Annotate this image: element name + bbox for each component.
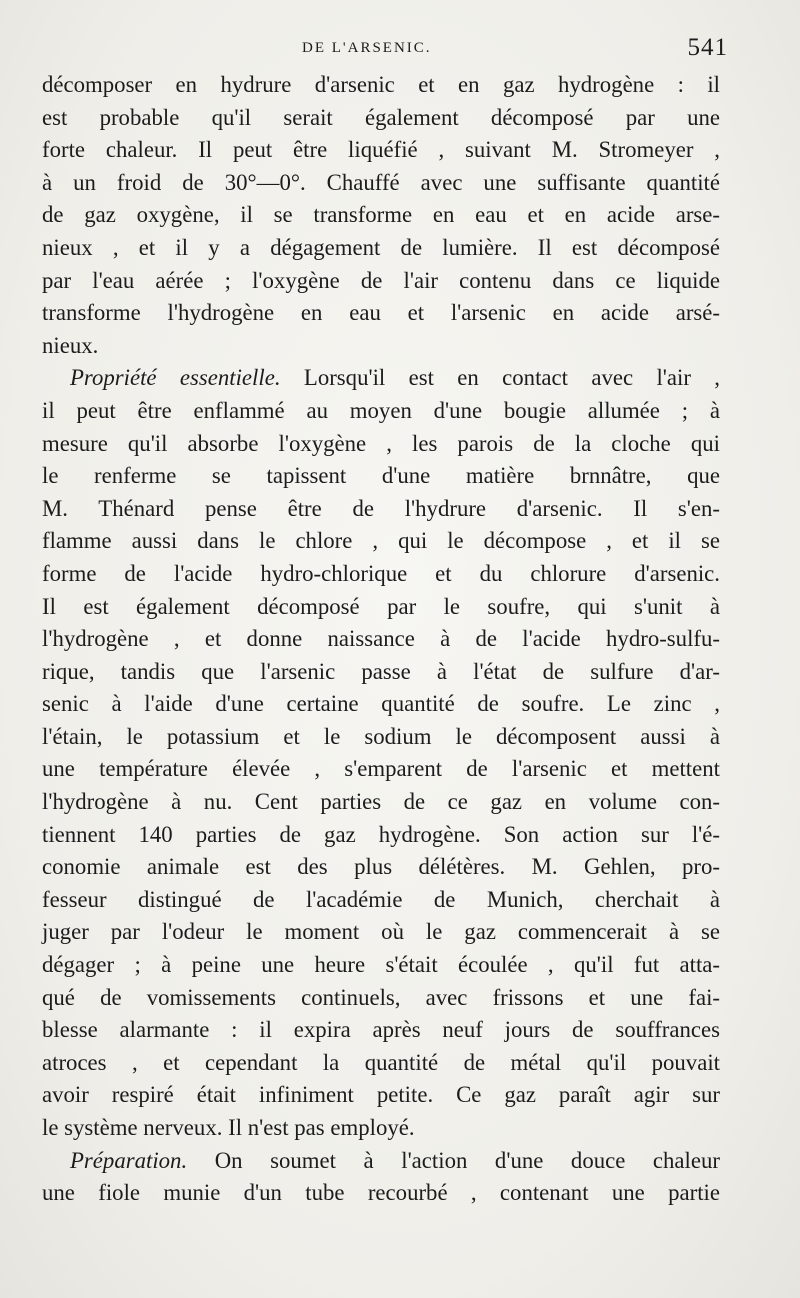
line-text: Il est également décomposé par le soufre, qui s'unit à <box>42 593 720 619</box>
line-text: nieux , et il y a dégagement de lumière. Il est décomposé <box>42 234 720 260</box>
line-text: atroces , et cependant la quantité de métal qu'il pouvait <box>42 1049 720 1075</box>
text-line <box>42 199 720 232</box>
line-text: tiennent 140 parties de gaz hydrogène. Son action sur l'é- <box>42 821 720 847</box>
running-head: DE L'ARSENIC. <box>302 40 432 56</box>
line-text: de gaz oxygène, il se transforme en eau et en acide arse- <box>42 202 720 228</box>
line-text: avoir respiré était infiniment petite. Ce gaz paraît agir sur <box>42 1082 720 1108</box>
line-text: forte chaleur. Il peut être liquéfié , suivant M. Stromeyer , <box>42 137 720 163</box>
line-text: Lorsqu'il est en contact avec l'air , <box>280 365 720 391</box>
text-line <box>42 819 720 852</box>
line-text: qué de vomissements continuels, avec frissons et une fai- <box>42 984 720 1010</box>
section-heading: Propriété essentielle. <box>70 365 281 391</box>
text-line <box>42 916 720 949</box>
line-text: une fiole munie d'un tube recourbé , contenant une partie <box>42 1180 720 1206</box>
text-line <box>42 460 720 493</box>
text-line <box>42 753 720 786</box>
line-text: l'hydrogène à nu. Cent parties de ce gaz en volume con- <box>42 789 720 815</box>
line-text: décomposer en hydrure d'arsenic et en gaz hydrogène : il <box>42 72 720 97</box>
text-line <box>42 688 720 721</box>
line-text: fesseur distingué de l'académie de Munich, cherchait à <box>42 886 720 912</box>
line-text: à un froid de 30°—0°. Chauffé avec une suffisante quantité <box>42 169 720 195</box>
line-text: M. Thénard pense être de l'hydrure d'arsenic. Il s'en- <box>42 495 720 521</box>
page-number: 541 <box>687 34 728 61</box>
text-line <box>42 1014 720 1047</box>
text-line <box>42 428 720 461</box>
text-line <box>42 395 720 428</box>
text-line <box>42 721 720 754</box>
text-line <box>42 232 720 265</box>
text-line <box>42 1079 720 1112</box>
line-text: une température élevée , s'emparent de l'arsenic et mettent <box>42 756 720 782</box>
line-text: l'hydrogène , et donne naissance à de l'acide hydro-sulfu- <box>42 626 720 652</box>
page-header <box>40 34 728 64</box>
text-line <box>42 558 720 591</box>
text-line <box>42 1112 720 1145</box>
line-text: flamme aussi dans le chlore , qui le décompose , et il se <box>42 528 720 554</box>
line-text: mesure qu'il absorbe l'oxygène , les parois de la cloche qui <box>42 430 720 456</box>
text-line <box>42 591 720 624</box>
line-text: le système nerveux. Il n'est pas employé. <box>42 1115 415 1140</box>
line-text: conomie animale est des plus délétères. M. Gehlen, pro- <box>42 854 720 880</box>
text-line <box>42 1177 720 1210</box>
text-line <box>42 884 720 917</box>
text-line <box>42 69 720 102</box>
line-text: blesse alarmante : il expira après neuf jours de souffrances <box>42 1017 720 1043</box>
text-line <box>42 1145 720 1178</box>
line-text: dégager ; à peine une heure s'était écoulée , qu'il fut atta- <box>42 952 720 978</box>
text-line <box>42 949 720 982</box>
line-text: le renferme se tapissent d'une matière brnnâtre, que <box>42 463 720 489</box>
text-line <box>42 525 720 558</box>
text-line <box>42 265 720 298</box>
text-line <box>42 1047 720 1080</box>
text-line <box>42 656 720 689</box>
line-text: transforme l'hydrogène en eau et l'arsenic en acide arsé- <box>42 300 720 326</box>
line-text: senic à l'aide d'une certaine quantité de soufre. Le zinc , <box>42 691 720 717</box>
text-line <box>42 102 720 135</box>
line-text: juger par l'odeur le moment où le gaz commencerait à se <box>42 919 720 945</box>
text-line <box>42 493 720 526</box>
text-line <box>42 134 720 167</box>
text-line <box>42 851 720 884</box>
body-text <box>42 69 720 1210</box>
text-line <box>42 786 720 819</box>
line-text: est probable qu'il serait également décomposé par une <box>42 104 720 130</box>
text-line <box>42 297 720 330</box>
line-text: forme de l'acide hydro-chlorique et du chlorure d'arsenic. <box>42 560 720 586</box>
line-text: l'étain, le potassium et le sodium le décomposent aussi à <box>42 723 720 749</box>
section-heading: Préparation. <box>70 1147 188 1173</box>
text-line <box>42 362 720 395</box>
line-text: il peut être enflammé au moyen d'une bougie allumée ; à <box>42 397 720 423</box>
line-text: rique, tandis que l'arsenic passe à l'état de sulfure d'ar- <box>42 658 720 684</box>
text-line <box>42 623 720 656</box>
text-line <box>42 982 720 1015</box>
line-text: nieux. <box>42 332 99 358</box>
line-text: par l'eau aérée ; l'oxygène de l'air contenu dans ce liquide <box>42 267 720 293</box>
text-line <box>42 167 720 200</box>
text-line <box>42 330 720 363</box>
line-text: On soumet à l'action d'une douce chaleur <box>187 1147 720 1173</box>
